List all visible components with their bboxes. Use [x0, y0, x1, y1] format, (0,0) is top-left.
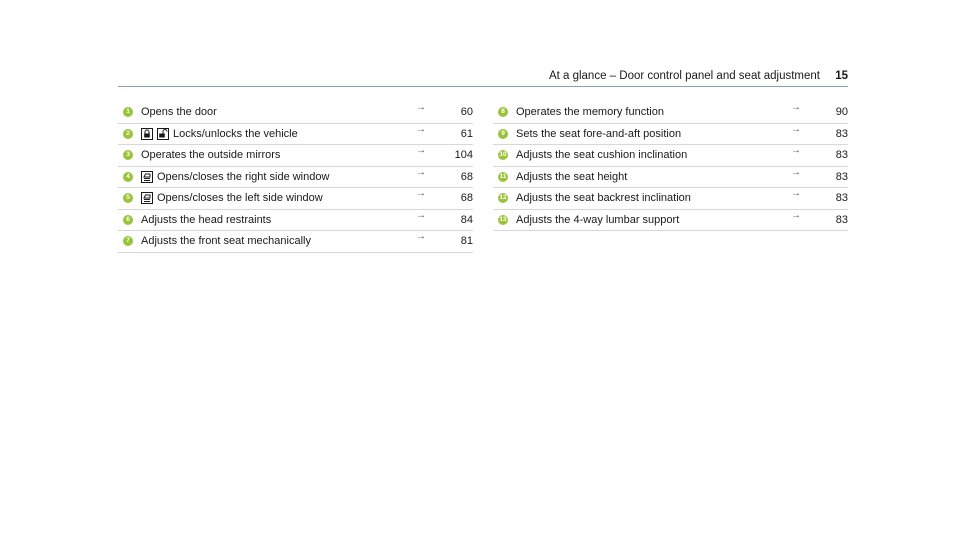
item-description: Opens/closes the left side window — [141, 188, 323, 208]
item-number-badge: 4 — [123, 172, 133, 182]
right-legend-list — [493, 102, 848, 231]
page-reference: 84 — [460, 213, 473, 226]
arrow-icon: → — [791, 209, 801, 221]
item-description: Opens the door — [141, 106, 217, 118]
item-description: Opens/closes the right side window — [141, 167, 329, 187]
arrow-icon: → — [791, 102, 801, 113]
window-switch-icon — [141, 171, 153, 183]
arrow-icon: → — [791, 188, 801, 199]
item-number-badge: 10 — [499, 151, 507, 158]
page-reference: 83 — [835, 192, 848, 204]
arrow-icon: → — [416, 209, 426, 221]
arrow-icon: → — [416, 145, 426, 156]
page-reference: 83 — [835, 170, 848, 183]
left-legend-list — [118, 102, 473, 253]
item-number-badge: 7 — [123, 236, 133, 246]
arrow-icon: → — [791, 145, 801, 156]
item-description: Adjusts the front seat mechanically — [141, 235, 311, 247]
item-number-badge: 9 — [498, 129, 508, 139]
page-reference: 68 — [460, 170, 473, 183]
page-reference: 68 — [460, 192, 473, 204]
item-description: Adjusts the seat backrest inclination — [516, 192, 691, 204]
list-item — [118, 231, 473, 253]
arrow-icon: → — [416, 102, 426, 113]
page-reference: 61 — [460, 127, 473, 140]
window-switch-icon — [141, 192, 153, 204]
arrow-icon: → — [791, 123, 801, 135]
item-number-badge: 11 — [499, 172, 507, 180]
page-reference: 83 — [835, 149, 848, 161]
unlock-icon — [157, 128, 169, 140]
item-number-badge: 3 — [123, 150, 133, 160]
arrow-icon: → — [416, 123, 426, 135]
item-number-badge: 12 — [499, 194, 507, 201]
item-number-badge: 2 — [123, 129, 133, 139]
page-reference: 83 — [835, 127, 848, 140]
arrow-icon: → — [416, 166, 426, 178]
arrow-icon: → — [416, 231, 426, 242]
page-reference: 81 — [460, 235, 473, 247]
page-reference: 104 — [454, 149, 473, 161]
item-description: Adjusts the seat cushion inclination — [516, 149, 688, 161]
item-number-badge: 1 — [123, 107, 133, 117]
page-reference: 83 — [835, 213, 848, 226]
page-reference: 60 — [460, 106, 473, 118]
page-header — [118, 70, 848, 87]
item-description: Locks/unlocks the vehicle — [141, 124, 298, 144]
page-reference: 90 — [835, 106, 848, 118]
item-description: Adjusts the head restraints — [141, 213, 272, 226]
item-description: Sets the seat fore-and-aft position — [516, 127, 682, 140]
item-number-badge: 5 — [123, 193, 133, 203]
item-number-badge: 8 — [498, 107, 508, 117]
item-description: Operates the memory function — [516, 106, 664, 118]
list-item — [493, 210, 848, 232]
arrow-icon: → — [791, 166, 801, 178]
item-number-badge: 13 — [499, 215, 507, 223]
item-number-badge: 6 — [123, 215, 133, 225]
lock-icon — [141, 128, 153, 140]
item-description: Adjusts the 4-way lumbar support — [516, 213, 680, 226]
header-title: At a glance – Door control panel and seat adjustment — [548, 70, 820, 82]
page-number: 15 — [835, 70, 848, 82]
arrow-icon: → — [416, 188, 426, 199]
item-description: Operates the outside mirrors — [141, 149, 281, 161]
item-description: Adjusts the seat height — [516, 170, 628, 183]
